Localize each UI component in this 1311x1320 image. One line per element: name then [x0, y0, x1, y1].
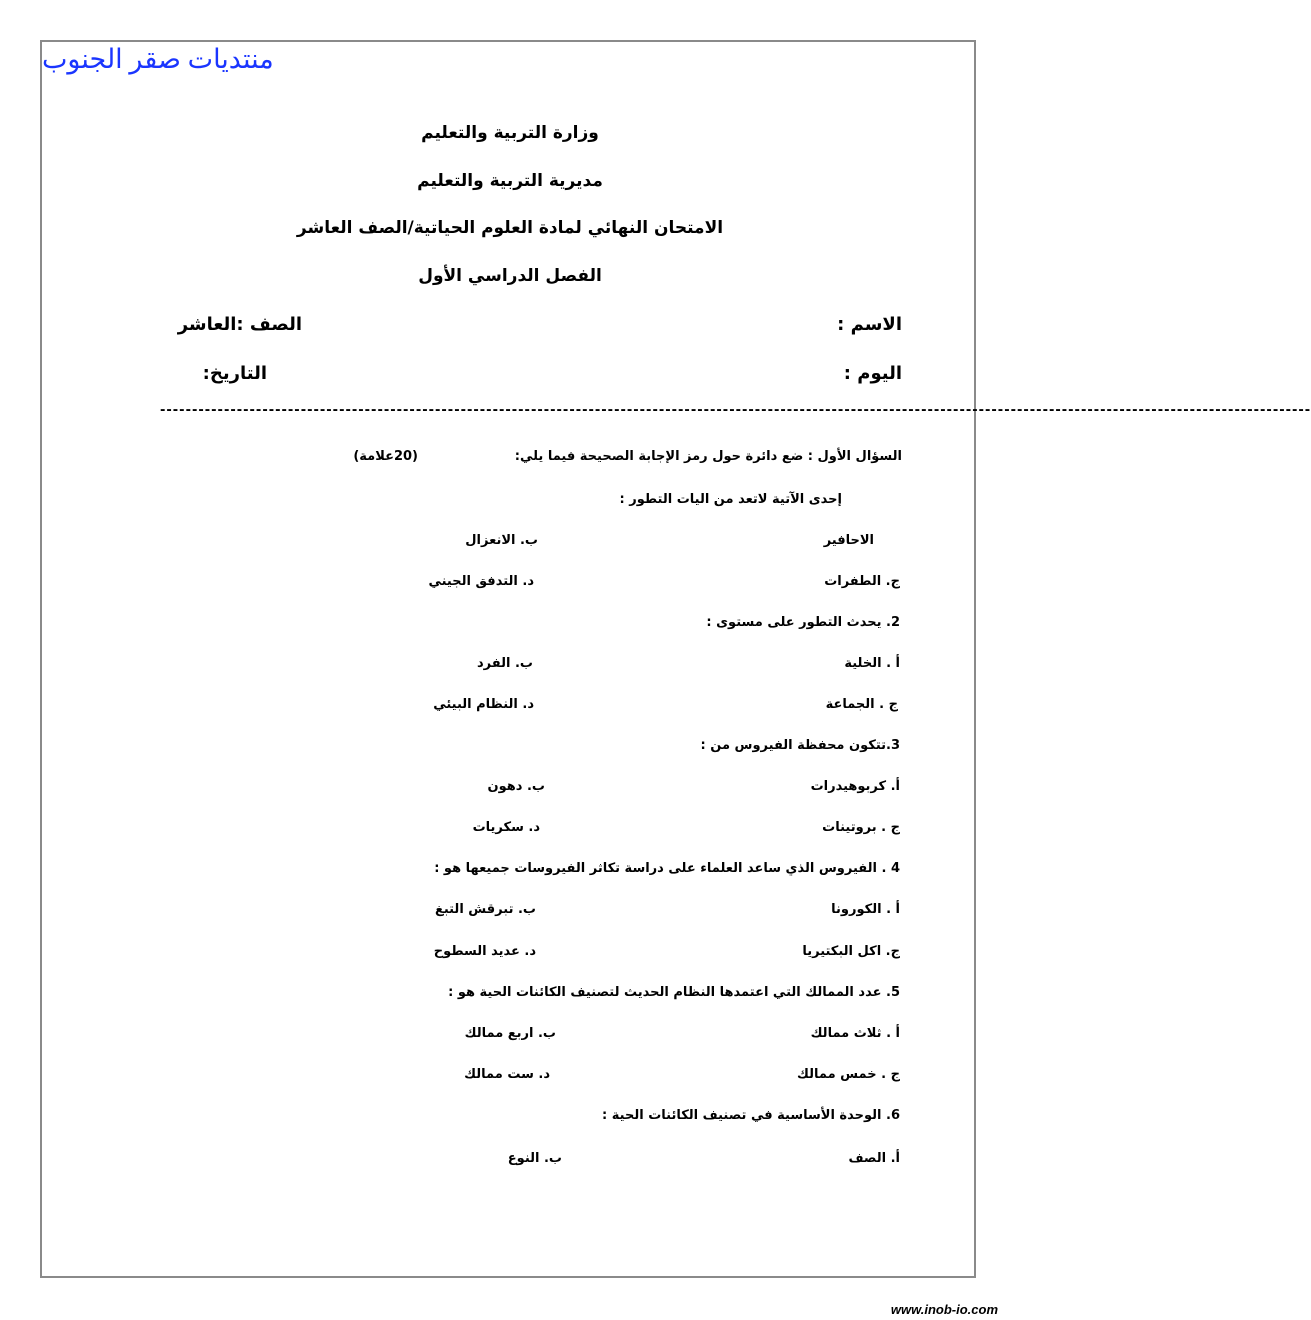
question-6: 6. الوحدة الأساسية في تصنيف الكائنات الحية :	[602, 1108, 900, 1123]
site-url-footer: www.inob-io.com	[890, 1302, 998, 1317]
q4-option-b: ب. تبرقش التبغ	[434, 902, 536, 917]
q3-option-b: ب. دهون	[487, 779, 545, 794]
directorate-title: مديرية التربية والتعليم	[417, 171, 603, 191]
q3-option-d: د. سكريات	[472, 820, 540, 835]
q6-option-a: أ. الصف	[848, 1151, 900, 1166]
q2-option-a: أ . الخلية	[844, 656, 900, 671]
q1-option-c: ج. الطفرات	[824, 574, 900, 589]
q4-option-c: ج. اكل البكتيريا	[802, 944, 900, 959]
dashed-divider: ------------------------------------------------------------------------------------------------------------------------------------------------------------------------------------	[160, 403, 1311, 418]
q1-option-b: ب. الانعزال	[465, 533, 538, 548]
q1-option-d: د. التدفق الجيني	[428, 574, 534, 589]
q3-option-a: أ. كربوهيدرات	[810, 779, 900, 794]
q3-option-c: ج . بروتينات	[822, 820, 900, 835]
section-title: السؤال الأول : ضع دائرة حول رمز الإجابة الصحيحة فيما يلي:	[514, 449, 902, 464]
q5-option-a: أ . ثلاث ممالك	[810, 1026, 900, 1041]
q2-option-c: ج . الجماعة	[825, 697, 898, 712]
q2-option-b: ب. الفرد	[477, 656, 533, 671]
class-label: الصف :العاشر	[177, 314, 302, 335]
semester-title: الفصل الدراسي الأول	[418, 266, 602, 286]
q4-option-a: أ . الكورونا	[831, 902, 900, 917]
q5-option-c: ج . خمس ممالك	[797, 1067, 900, 1082]
exam-title: الامتحان النهائي لمادة العلوم الحياتية/الصف العاشر	[296, 218, 724, 238]
question-4: 4 . الفيروس الذي ساعد العلماء على دراسة تكاثر الفيروسات جميعها هو :	[434, 861, 900, 876]
question-3: 3.تتكون محفظة الفيروس من :	[700, 738, 900, 753]
q5-option-d: د. ست ممالك	[464, 1067, 550, 1082]
forum-watermark: منتديات صقر الجنوب	[42, 44, 274, 74]
ministry-title: وزارة التربية والتعليم	[421, 123, 599, 143]
date-label: التاريخ:	[202, 363, 267, 384]
question-5: 5. عدد الممالك التي اعتمدها النظام الحديث لتصنيف الكائنات الحية هو :	[448, 985, 900, 1000]
section-marks: (20علامة)	[353, 449, 418, 464]
question-2: 2. يحدث التطور على مستوى :	[706, 615, 900, 630]
q4-option-d: د. عديد السطوح	[433, 944, 536, 959]
question-1: إحدى الآتية لاتعد من اليات التطور :	[619, 492, 842, 507]
q2-option-d: د. النظام البيئي	[433, 697, 534, 712]
q6-option-b: ب. النوع	[507, 1151, 562, 1166]
q5-option-b: ب. اربع ممالك	[464, 1026, 556, 1041]
name-label: الاسم :	[837, 314, 902, 335]
day-label: اليوم :	[843, 363, 902, 384]
q1-option-a: الاحافير	[823, 533, 874, 548]
